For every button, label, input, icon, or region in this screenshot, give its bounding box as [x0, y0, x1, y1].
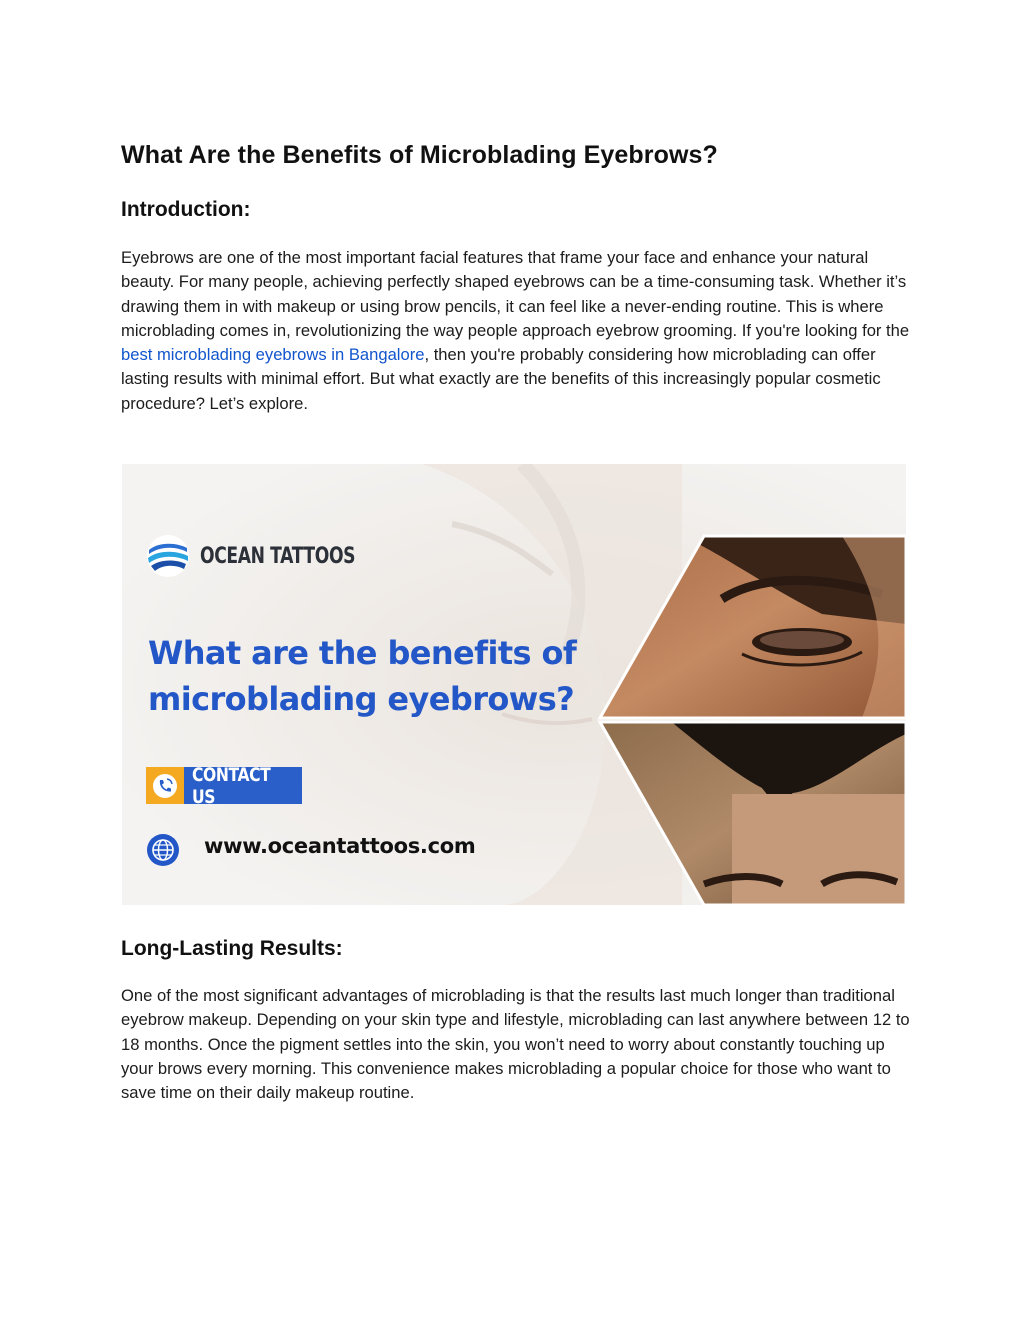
intro-text-end: , then you're probably considering how microblading can offer lasting results with minimal effort. But what exactly are the benefits of this increasingly popular cosmetic procedure? Let’s explore. — [121, 345, 881, 413]
website-url: www.oceantattoos.com — [204, 834, 476, 858]
brow-result-photo — [592, 714, 906, 905]
intro-heading: Introduction: — [121, 198, 251, 221]
globe-icon — [146, 833, 180, 867]
promo-banner-image — [122, 464, 906, 905]
intro-text-start: Eyebrows are one of the most important facial features that frame your face and enhance your natural beauty. For many people, achieving perfectly shaped eyebrows can be a time-consuming task. Whether it’s drawing them in with makeup or using brow pencils, it can feel like a never-ending routine. This is where microblading comes in, revolutionizing the way people approach eyebrow grooming. If you're looking for the — [121, 248, 910, 340]
microblading-bangalore-link[interactable]: best microblading eyebrows in Bangalore — [121, 345, 425, 365]
brand-name: OCEAN TATTOOS — [200, 543, 356, 569]
wave-logo-icon — [146, 534, 190, 578]
contact-us-badge — [146, 763, 302, 808]
long-lasting-heading: Long-Lasting Results: — [121, 937, 343, 960]
banner-headline: What are the benefits of microblading eyebrows? — [148, 634, 577, 718]
ocean-tattoos-logo — [146, 534, 399, 578]
long-lasting-paragraph: One of the most significant advantages of microblading is that the results last much longer than traditional eyebrow makeup. Depending on your skin type and lifestyle, microblading can last anywhere between 12 to 18 months. Once the pigment settles into the skin, you won’t need to worry about constantly touching up your brows every morning. This convenience makes microblading a popular choice for those who want to save time on their daily makeup routine. — [121, 986, 910, 1103]
page-title: What Are the Benefits of Microblading Eyebrows? — [121, 141, 718, 169]
eye-closeup-photo — [592, 524, 906, 724]
intro-paragraph — [121, 246, 911, 416]
phone-icon — [146, 767, 184, 804]
contact-label: CONTACT US — [192, 763, 271, 808]
